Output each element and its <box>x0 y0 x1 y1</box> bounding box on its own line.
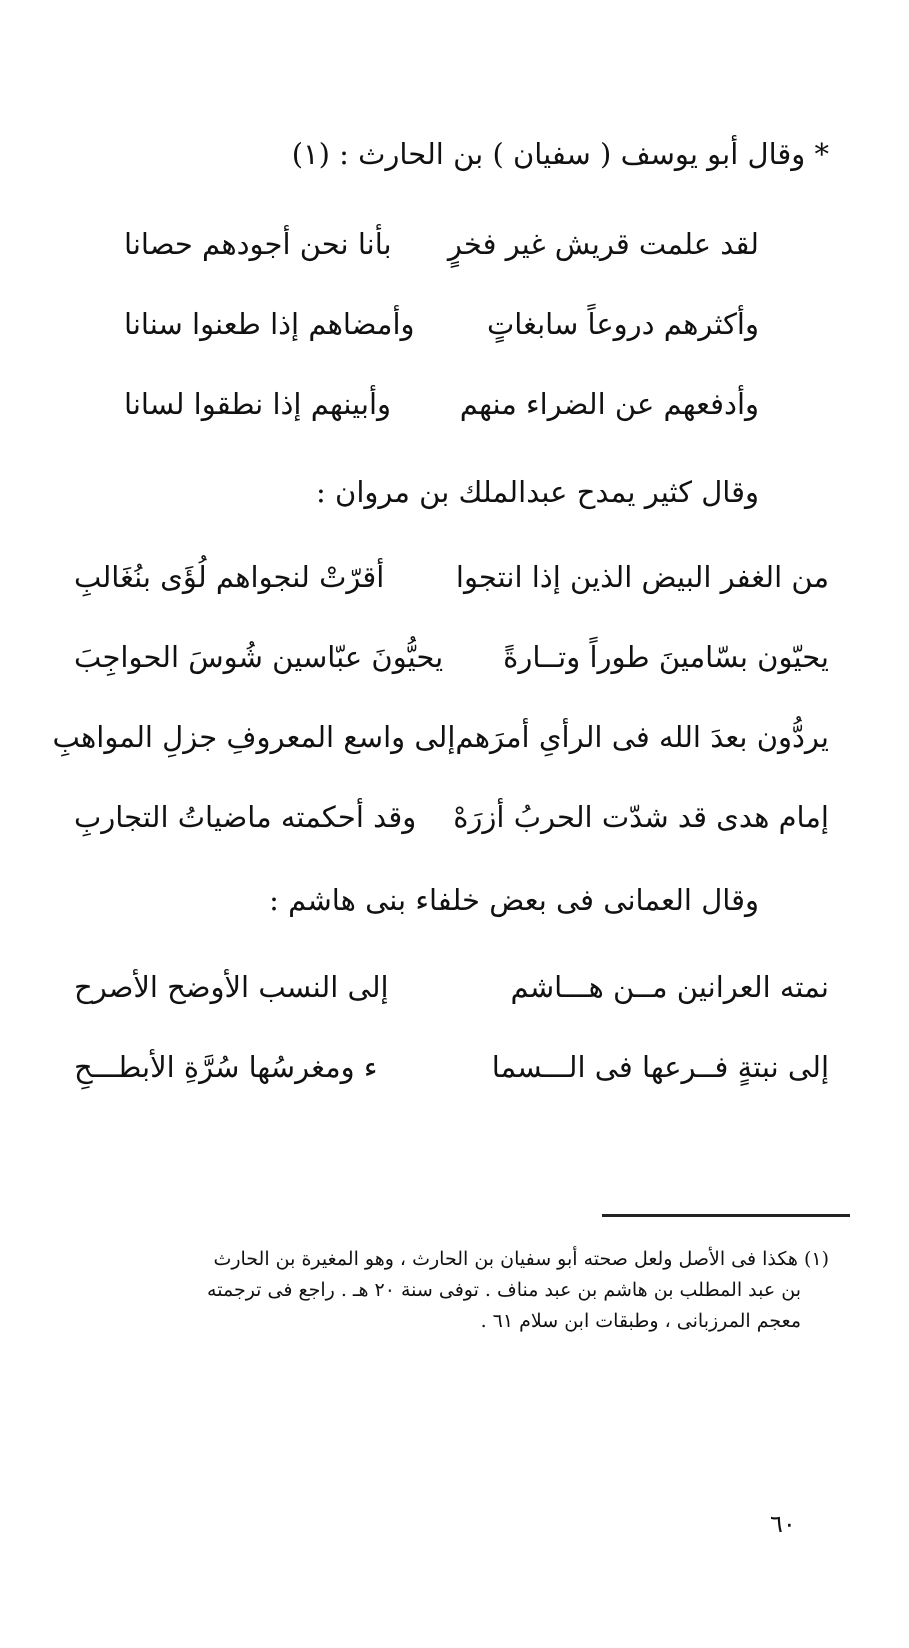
verse-second-hemistich: وأبينهم إذا نطقوا لسانا <box>124 387 392 421</box>
verse-second-hemistich: ء ومغرسُها سُرَّةِ الأبطـــحِ <box>74 1050 378 1084</box>
verse-second-hemistich: وقد أحكمته ماضياتُ التجاربِ <box>74 800 417 834</box>
footnote-line: معجم المرزبانى ، وطبقات ابن سلام ٦١ . <box>480 1310 801 1332</box>
verse-second-hemistich: إلى النسب الأوضح الأصرح <box>74 970 389 1004</box>
verse-first-hemistich: نمته العرانين مــن هـــاشم <box>510 970 829 1004</box>
verse-second-hemistich: وأمضاهم إذا طعنوا سنانا <box>124 307 415 341</box>
verse-first-hemistich: يحيّون بسّامينَ طوراً وتــارةً <box>503 640 829 674</box>
verse-first-hemistich: من الغفر البيض الذين إذا انتجوا <box>455 560 829 594</box>
footnote-line: (١) هكذا فى الأصل ولعل صحته أبو سفيان بن الحارث ، وهو المغيرة بن الحارث <box>213 1248 829 1270</box>
verse-second-hemistich: يحيُّونَ عبّاسين شُوسَ الحواجِبَ <box>74 640 444 674</box>
verse-row <box>74 800 829 834</box>
verse-row <box>74 1050 829 1084</box>
verse-second-hemistich: إلى واسع المعروفِ جزلِ المواهبِ <box>52 720 456 754</box>
verse-row <box>124 307 759 341</box>
verse-row <box>124 227 759 261</box>
heading-abu-yusuf: * وقال أبو يوسف ( سفيان ) بن الحارث : (١) <box>291 137 829 171</box>
verse-row <box>74 970 829 1004</box>
footnote-line: بن عبد المطلب بن هاشم بن عبد مناف . توفى سنة ٢٠ هـ . راجع فى ترجمته <box>207 1279 801 1301</box>
verse-row <box>74 560 829 594</box>
page-number: ٦٠ <box>770 1510 796 1538</box>
verse-first-hemistich: وأكثرهم دروعاً سابغاتٍ <box>486 307 759 341</box>
verse-first-hemistich: وأدفعهم عن الضراء منهم <box>459 387 759 421</box>
verse-row <box>52 720 829 754</box>
heading-kuthayyir: وقال كثير يمدح عبدالملك بن مروان : <box>316 475 759 509</box>
verse-row <box>74 640 829 674</box>
verse-first-hemistich: إلى نبتةٍ فــرعها فى الـــسما <box>491 1050 829 1084</box>
heading-umani: وقال العمانى فى بعض خلفاء بنى هاشم : <box>269 883 759 917</box>
verse-second-hemistich: بأنا نحن أجودهم حصانا <box>124 227 392 261</box>
verse-second-hemistich: أقرّتْ لنجواهم لُؤَى بنُغَالبِ <box>74 560 385 594</box>
verse-row <box>124 387 759 421</box>
footnote-divider <box>602 1214 850 1217</box>
verse-first-hemistich: يردُّون بعدَ الله فى الرأىِ أمرَهم <box>455 720 829 754</box>
verse-first-hemistich: لقد علمت قريش غير فخرٍ <box>447 227 759 261</box>
verse-first-hemistich: إمام هدى قد شدّت الحربُ أزرَهْ <box>453 800 829 834</box>
